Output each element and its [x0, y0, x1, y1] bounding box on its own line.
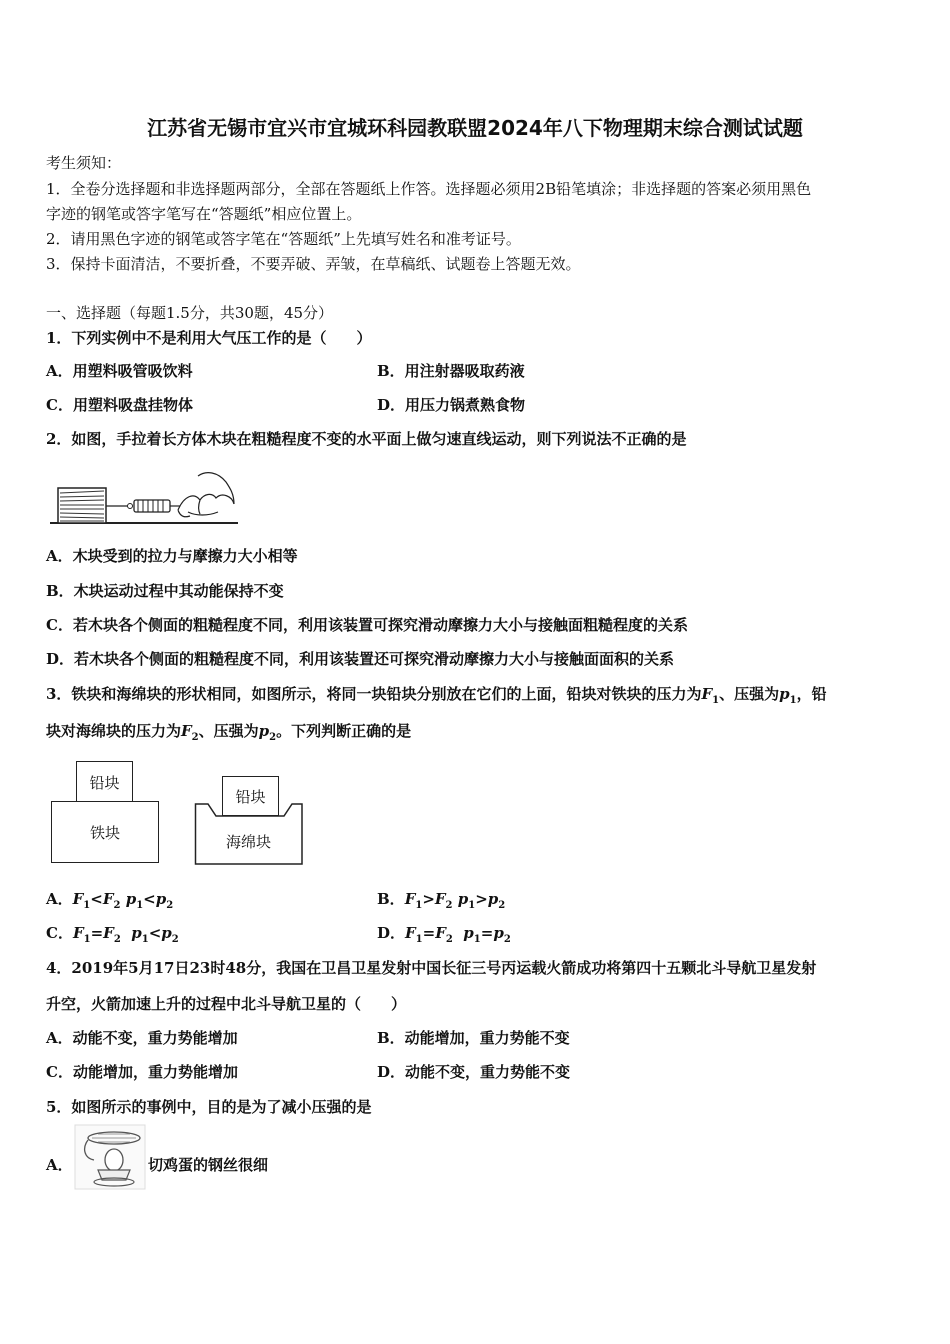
q3-stem-text: 。下列判断正确的是: [276, 722, 412, 740]
q4-stem-line-1: 4．2019年5月17日23时48分，我国在卫昌卫星发射中国长征三号丙运载火箭成功将第四十五颗北斗导航卫星发射: [46, 959, 817, 977]
q4-option-b: B．动能增加，重力势能不变: [377, 1029, 570, 1047]
q3-stem-text: 、压强为: [198, 722, 259, 740]
q4-option-d: D．动能不变，重力势能不变: [377, 1063, 571, 1081]
q3-option-a: A．$F_1<F_2$ $p_1<p_2$: [46, 890, 174, 911]
sponge-block-label: 海绵块: [226, 833, 272, 851]
wood-block-pull-figure: [48, 466, 240, 528]
notice-heading: 考生须知：: [46, 154, 122, 172]
q4-option-a: A．动能不变，重力势能增加: [46, 1029, 238, 1047]
q2-option-a: A．木块受到的拉力与摩擦力大小相等: [46, 547, 298, 565]
q3-stem-text: 3．铁块和海绵块的形状相同，如图所示，将同一块铅块分别放在它们的上面，铅块对铁块的压力为: [46, 685, 702, 703]
notice-item: 字迹的钢笔或答字笔写在“答题纸”相应位置上。: [46, 205, 362, 223]
q4-stem-line-2: 升空，火箭加速上升的过程中北斗导航卫星的（ ）: [46, 995, 407, 1013]
q2-option-d: D．若木块各个侧面的粗糙程度不同，利用该装置还可探究滑动摩擦力大小与接触面面积的关系: [46, 650, 675, 668]
q1-option-c: C．用塑料吸盘挂物体: [46, 396, 193, 414]
q1-option-b: B．用注射器吸取药液: [377, 362, 525, 380]
section-heading: 一、选择题（每题1.5分，共30题，45分）: [46, 304, 334, 322]
iron-block-figure: 铁块: [51, 801, 159, 863]
q2-option-c: C．若木块各个侧面的粗糙程度不同，利用该装置可探究滑动摩擦力大小与接触面粗糙程度的关系: [46, 616, 688, 634]
lead-block-figure: 铅块: [76, 761, 133, 803]
q5-option-a-label: A．: [46, 1156, 73, 1174]
exam-title: 江苏省无锡市宜兴市宜城环科园教联盟2024年八下物理期末综合测试试题: [147, 116, 803, 140]
q1-option-a: A．用塑料吸管吸饮料: [46, 362, 193, 380]
q3-option-c: C．$F_1=F_2$ $p_1<p_2$: [46, 924, 179, 945]
q3-stem-line-1: 3．铁块和海绵块的形状相同，如图所示，将同一块铅块分别放在它们的上面，铅块对铁块的压力为$F_1$、压强为$p_1$，铅: [46, 685, 827, 706]
q1-option-d: D．用压力锅煮熟食物: [377, 396, 526, 414]
egg-slicer-figure: [74, 1124, 146, 1190]
q3-stem-text: 块对海绵块的压力为: [46, 722, 182, 740]
notice-item: 1．全卷分选择题和非选择题两部分，全部在答题纸上作答。选择题必须用2B铅笔填涂；非选择题的答案必须用黑色: [46, 180, 812, 198]
q5-option-a-text: 切鸡蛋的钢丝很细: [148, 1156, 269, 1174]
q3-stem-text: 、压强为: [719, 685, 780, 703]
q3-stem-line-2: 块对海绵块的压力为$F_2$、压强为$p_2$。下列判断正确的是: [46, 722, 412, 743]
q4-option-c: C．动能增加，重力势能增加: [46, 1063, 238, 1081]
lead-block-on-sponge-figure: 铅块: [222, 776, 279, 816]
q3-option-d: D．$F_1=F_2$ $p_1=p_2$: [377, 924, 511, 945]
q3-option-b: B．$F_1>F_2$ $p_1>p_2$: [377, 890, 506, 911]
q1-stem: 1．下列实例中不是利用大气压工作的是（ ）: [46, 329, 372, 347]
notice-item: 2．请用黑色字迹的钢笔或答字笔在“答题纸”上先填写姓名和准考证号。: [46, 230, 521, 248]
q2-stem: 2．如图，手拉着长方体木块在粗糙程度不变的水平面上做匀速直线运动，则下列说法不正确的是: [46, 430, 687, 448]
notice-item: 3．保持卡面清洁，不要折叠，不要弄破、弄皱，在草稿纸、试题卷上答题无效。: [46, 255, 581, 273]
q5-stem: 5．如图所示的事例中，目的是为了减小压强的是: [46, 1098, 372, 1116]
q2-option-b: B．木块运动过程中其动能保持不变: [46, 582, 284, 600]
